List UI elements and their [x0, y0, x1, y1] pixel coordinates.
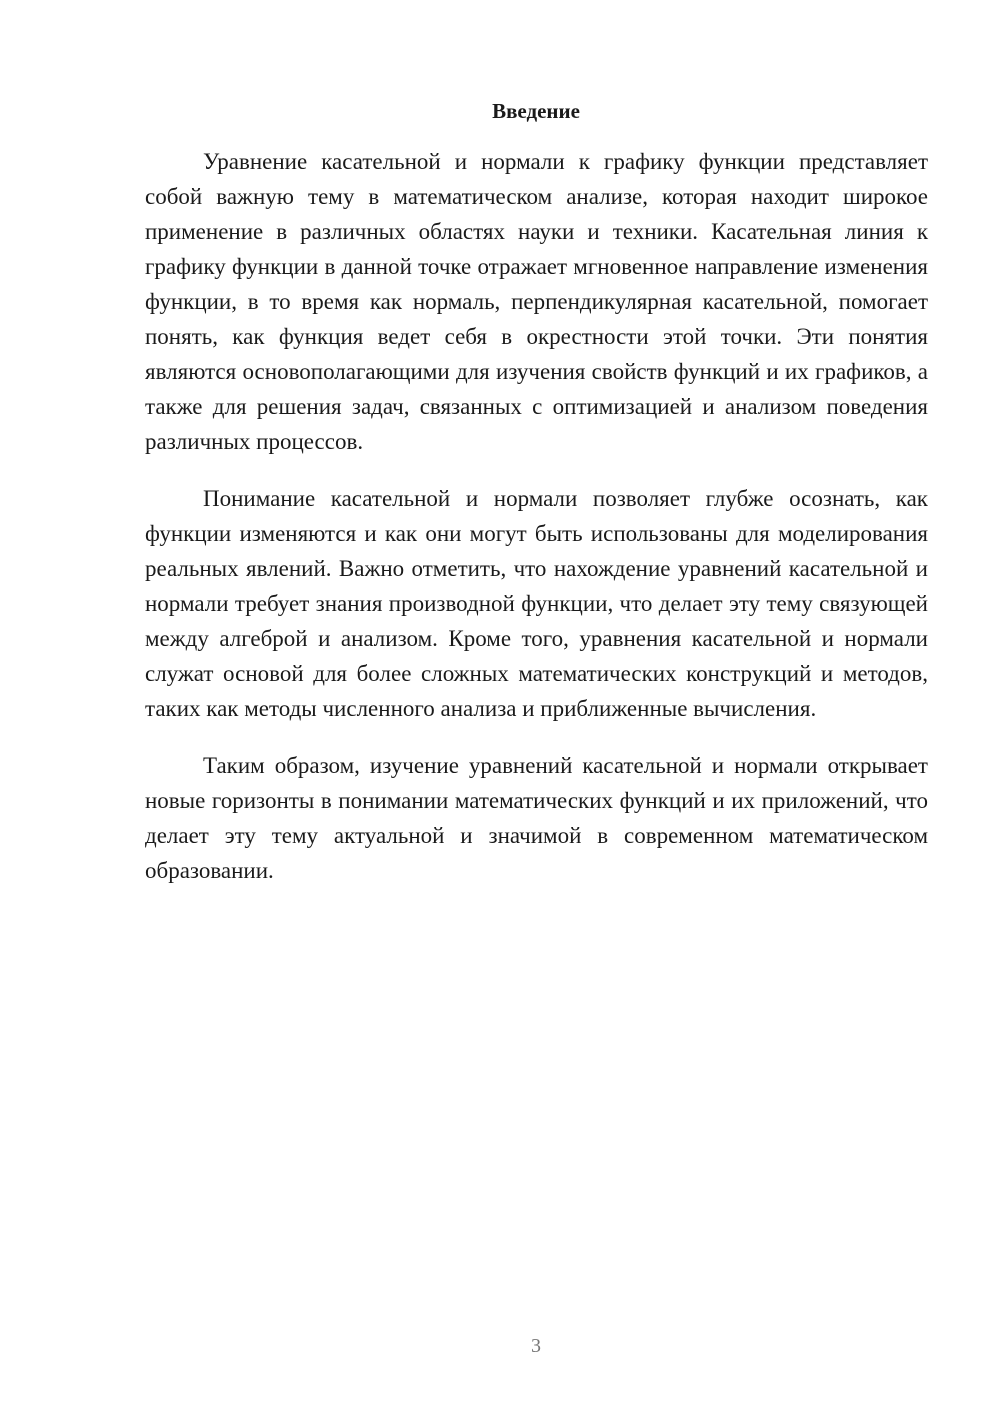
paragraph: Таким образом, изучение уравнений касательной и нормали открывает новые горизонты в понимании математических функций и их приложений, что делает эту тему актуальной и значимой в современном математическом образовании.: [145, 753, 928, 883]
paragraph: Понимание касательной и нормали позволяет глубже осознать, как функции изменяются и как они могут быть использованы для моделирования реальных явлений. Важно отметить, что нахождение уравнений касательной и нормали требует знания производной функции, что делает эту тему связующей между алгеброй и анализом. Кроме того, уравнения касательной и нормали служат основой для более сложных математических конструкций и методов, таких как методы численного анализа и приближенные вычисления.: [145, 486, 928, 721]
body-text: [145, 144, 928, 910]
section-title: Введение: [492, 99, 580, 123]
paragraph: Уравнение касательной и нормали к графику функции представляет собой важную тему в математическом анализе, которая находит широкое применение в различных областях науки и техники. Касательная линия к графику функции в данной точке отражает мгновенное направление изменения функции, в то время как нормаль, перпендикулярная касательной, помогает понять, как функция ведет себя в окрестности этой точки. Эти понятия являются основополагающими для изучения свойств функций и их графиков, а также для решения задач, связанных с оптимизацией и анализом поведения различных процессов.: [145, 149, 928, 454]
page-number: 3: [531, 1335, 541, 1357]
